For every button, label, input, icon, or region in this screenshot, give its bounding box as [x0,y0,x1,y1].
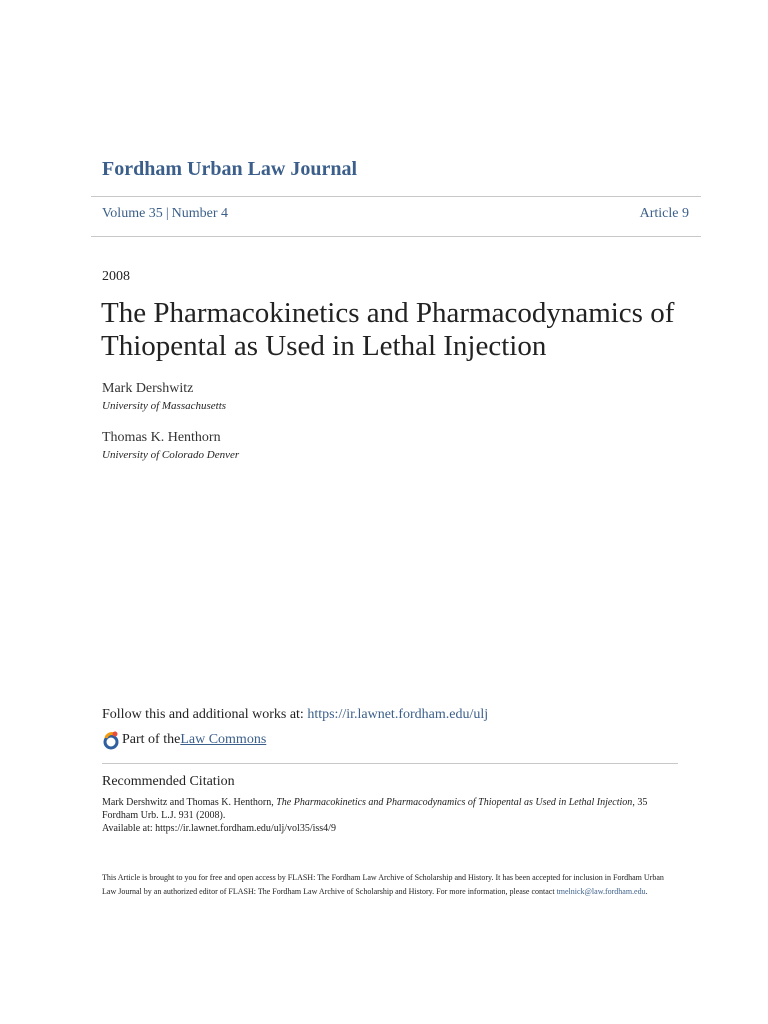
contact-email-link[interactable]: tmelnick@law.fordham.edu [556,887,646,896]
article-number-link[interactable]: Article 9 [639,206,689,221]
follow-line [102,707,488,723]
citation-reporter: Fordham Urb. L.J. 931 (2008). [102,810,226,821]
access-notice-text: This Article is brought to you for free and open access by FLASH: The Fordham Law Archive of Scholarship and History. It has been accepted for inclusion in Fordham Urban Law Journal by an authorized editor of FLASH: The Fordham Law Archive of Scholarship and History. For more information, please contact [102,873,664,896]
volume-separator: | [165,206,169,221]
open-access-icon [102,730,120,750]
header-divider-top [91,196,701,197]
publication-year: 2008 [102,269,130,284]
paper-title-line-1: The Pharmacokinetics and Pharmacodynamics of [101,297,675,329]
volume-issue-row [102,206,228,222]
follow-prefix: Follow this and additional works at: [102,707,308,722]
law-commons-link[interactable]: Law Commons [180,732,267,747]
citation-heading: Recommended Citation [102,774,235,789]
part-of-prefix: Part of the [122,732,181,747]
citation-available-at: Available at: https://ir.lawnet.fordham.edu/ulj/vol35/iss4/9 [102,823,336,834]
volume-link[interactable]: Volume 35 [102,206,163,221]
follow-url-link[interactable]: https://ir.lawnet.fordham.edu/ulj [307,707,489,722]
citation-authors: Mark Dershwitz and Thomas K. Henthorn, [102,797,277,808]
part-of-line [102,730,266,750]
author-1-affiliation: University of Massachusetts [102,400,227,412]
paper-title [101,297,701,363]
access-notice-end: . [645,887,648,896]
number-link[interactable]: Number 4 [171,206,229,221]
citation-title: The Pharmacokinetics and Pharmacodynamics of Thiopental as Used in Lethal Injection [276,797,633,808]
citation-body [102,796,678,835]
author-2-name: Thomas K. Henthorn [102,430,221,445]
access-notice [102,871,678,899]
paper-title-line-2: Thiopental as Used in Lethal Injection [101,330,547,362]
header-divider-bottom [91,236,701,237]
citation-volume: , 35 [632,797,648,808]
author-2-affiliation: University of Colorado Denver [102,449,240,461]
citation-divider [102,763,678,764]
journal-title[interactable]: Fordham Urban Law Journal [102,158,358,180]
author-1-name: Mark Dershwitz [102,381,194,396]
